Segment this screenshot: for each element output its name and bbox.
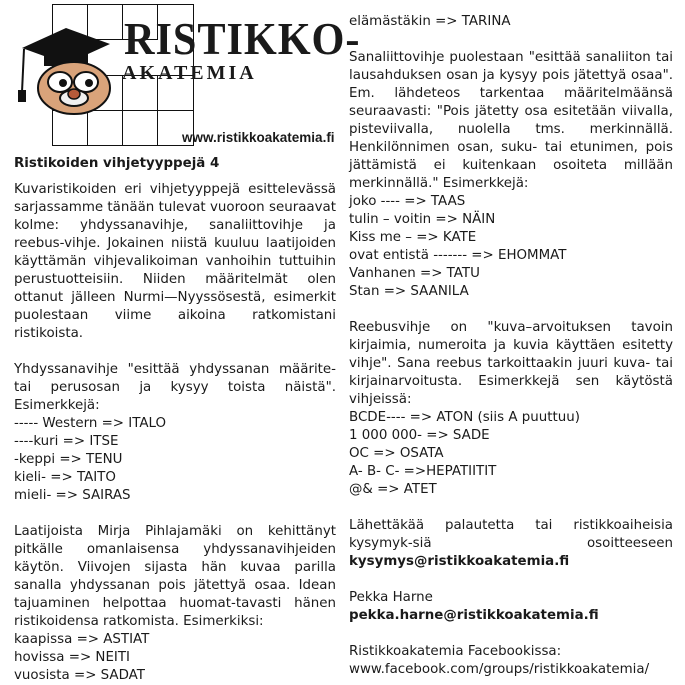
author-email-link[interactable]: pekka.harne@ristikkoakatemia.fi: [349, 608, 599, 623]
left-column: [14, 155, 336, 685]
list-item: 1 000 000- => SADE: [349, 428, 490, 443]
pihlajamaki-examples-continued: [349, 13, 673, 31]
facebook-url-link[interactable]: www.facebook.com/groups/ristikkoakatemia/: [349, 662, 650, 677]
list-item: tulin – voitin => NÄIN: [349, 212, 496, 227]
list-item: ovat entistä ------- => EHOMMAT: [349, 248, 567, 263]
feedback-text: Lähettäkää palautetta tai ristikkoaiheisia kysymyk-siä osoitteeseen: [349, 518, 673, 551]
list-item: joko ---- => TAAS: [349, 194, 466, 209]
pihlajamaki-paragraph: Laatijoista Mirja Pihlajamäki on kehittänyt pitkälle omanlaisensa yhdyssanavihjeiden käytön. Viivojen sijasta hän kuvaa parilla sanalla yhdyssanan pois jätettyä osaa. Idean tajuaminen helpottaa huomat-tavasti hänen ristikoidensa ratkomista. Esimerkiksi:: [14, 524, 336, 629]
list-item: BCDE---- => ATON (siis A puuttuu): [349, 410, 580, 425]
list-item: ----kuri => ITSE: [14, 434, 119, 449]
list-item: hovissa => NEITI: [14, 650, 130, 665]
intro-paragraph: Kuvaristikoiden eri vihjetyyppejä esittelevässä sarjassamme tänään tulevat vuoroon seuraavat kolme: yhdyssanavihje, sanaliittovihje ja reebus-vihje. Jokainen niistä kuuluu laatijoiden käyttämän vihjevalikoiman vanhoihin tuttuihin perustuotteisiin. Niiden määritelmät olen ottanut jälleen Nurmi—Nyyssösestä, esimerkit puolestaan viime aikoina ratkomistani ristikoista.: [14, 182, 336, 341]
list-item: -keppi => TENU: [14, 452, 123, 467]
logo-title: RISTIKKO-: [124, 13, 361, 64]
compound-examples-list: [14, 415, 336, 505]
list-item: elämästäkin => TARINA: [349, 14, 511, 29]
list-item: Stan => SAANILA: [349, 284, 469, 299]
list-item: mieli- => SAIRAS: [14, 488, 131, 503]
article-heading: Ristikoiden vihjetyyppejä 4: [14, 156, 220, 171]
logo-url[interactable]: www.ristikkoakatemia.fi: [182, 130, 335, 145]
right-column: [349, 13, 673, 679]
phrase-intro-paragraph: Sanaliittovihje puolestaan "esittää sanaliiton tai lausahduksen osan ja kysyy pois jätettyä osaa". Em. lähdeteos tarkentaa määritelmäänsä seuraavasti: "Pois jätetty osa esitetään viivalla, pisteviivalla, nuolella tms. merkinnällä. Henkilönnimen osan, suku- tai etunimen, pois jättämistä ei kuitenkaan osoiteta millään merkinnällä." Esimerkkejä:: [349, 50, 673, 191]
list-item: A- B- C- =>HEPATIITIT: [349, 464, 497, 479]
ristikkoakatemia-logo: [14, 4, 361, 150]
author-name: Pekka Harne: [349, 590, 433, 605]
list-item: OC => OSATA: [349, 446, 444, 461]
list-item: Vanhanen => TATU: [349, 266, 480, 281]
phrase-examples-list: [349, 193, 673, 301]
list-item: kieli- => TAITO: [14, 470, 116, 485]
feedback-email-link[interactable]: kysymys@ristikkoakatemia.fi: [349, 554, 570, 569]
list-item: kaapissa => ASTIAT: [14, 632, 150, 647]
logo-subtitle: AKATEMIA: [122, 62, 257, 84]
facebook-label: Ristikkoakatemia Facebookissa:: [349, 644, 562, 659]
professor-mascot-icon: [14, 22, 124, 120]
compound-intro-paragraph: Yhdyssanavihje "esittää yhdyssanan määrite- tai perusosan ja kysyy toista näistä". Esimerkkejä:: [14, 362, 336, 413]
list-item: @& => ATET: [349, 482, 437, 497]
rebus-examples-list: [349, 409, 673, 499]
list-item: ----- Western => ITALO: [14, 416, 167, 431]
facebook-block: [349, 643, 673, 679]
list-item: Kiss me – => KATE: [349, 230, 477, 245]
list-item: vuosista => SADAT: [14, 668, 145, 683]
pihlajamaki-examples-list: [14, 631, 336, 685]
feedback-paragraph: [349, 517, 673, 571]
author-block: [349, 589, 673, 625]
rebus-intro-paragraph: Reebusvihje on "kuva–arvoituksen tavoin kirjaimia, numeroita ja kuvia käyttäen esitetty vihje". Sana reebus tarkoittaakin juuri kuva- tai kirjainarvoitusta. Esimerkkejä sen käytöstä vihjeissä:: [349, 320, 673, 407]
